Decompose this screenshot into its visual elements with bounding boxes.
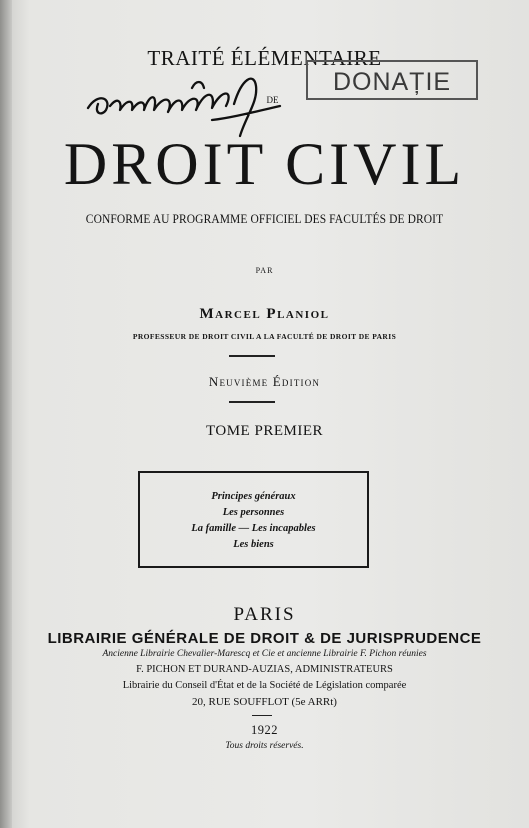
edition: Neuvième Édition xyxy=(208,374,321,389)
contents-item: Les personnes xyxy=(222,507,285,518)
volume-label: TOME PREMIER xyxy=(206,423,323,439)
publisher-former: Ancienne Librairie Chevalier-Marescq et Cie et ancienne Librairie F. Pichon réunies xyxy=(102,649,427,659)
stamp-text: DONAȚIE xyxy=(332,68,452,96)
divider xyxy=(252,715,272,716)
handwritten-signature xyxy=(84,58,304,138)
city: PARIS xyxy=(233,604,296,625)
subtitle: CONFORME AU PROGRAMME OFFICIEL DES FACULTÉS DE DROIT xyxy=(85,212,444,226)
contents-item: Principes généraux xyxy=(211,491,296,502)
divider xyxy=(229,355,275,357)
contents-item: Les biens xyxy=(233,539,274,550)
title-de: DE xyxy=(266,95,279,105)
council-line: Librairie du Conseil d'État et de la Société de Législation comparée xyxy=(122,680,407,691)
contents-box xyxy=(138,471,369,568)
divider xyxy=(229,401,275,403)
donation-stamp xyxy=(306,60,478,100)
author-name: Marcel Planiol xyxy=(199,306,330,322)
author-title: PROFESSEUR DE DROIT CIVIL A LA FACULTÉ DE DROIT DE PARIS xyxy=(132,332,397,341)
address: 20, RUE SOUFFLOT (5e ARRt) xyxy=(192,696,337,708)
rights: Tous droits réservés. xyxy=(225,741,304,751)
administrators: F. PICHON ET DURAND-AUZIAS, ADMINISTRATEURS xyxy=(136,664,393,675)
title-line-1: TRAITÉ ÉLÉMENTAIRE xyxy=(147,46,382,70)
main-title: DROIT CIVIL xyxy=(63,131,466,197)
contents-item: La famille — Les incapables xyxy=(191,523,316,534)
publisher: LIBRAIRIE GÉNÉRALE DE DROIT & DE JURISPRUDENCE xyxy=(47,630,482,647)
year: 1922 xyxy=(251,723,278,737)
by-label: PAR xyxy=(255,266,274,275)
